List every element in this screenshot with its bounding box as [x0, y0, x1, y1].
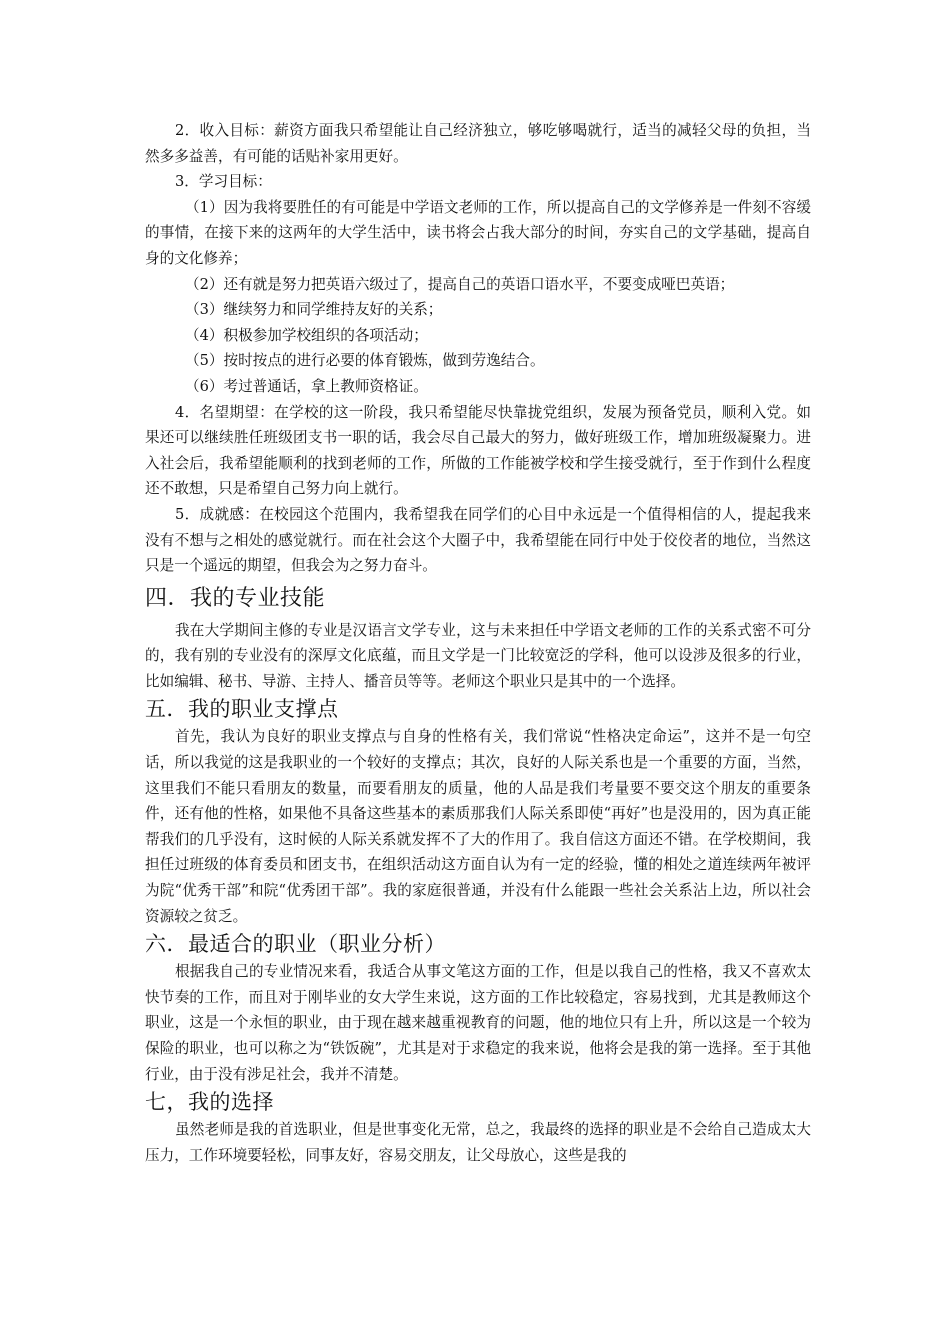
- achievement-paragraph: 5．成就感：在校园这个范围内，我希望我在同学们的心目中永远是一个值得相信的人，提起我来没有不想与之相处的感觉就行。而在社会这个大圈子中，我希望能在同行中处于佼佼者的地位，当然这只是一个遥远的期望，但我会为之努力奋斗。: [145, 505, 811, 575]
- section-7-body: 虽然老师是我的首选职业，但是世事变化无常，总之，我最终的选择的职业是不会给自己造成太大压力，工作环境要轻松，同事友好，容易交朋友，让父母放心，这些是我的: [145, 1121, 811, 1164]
- section-4-body: 我在大学期间主修的专业是汉语言文学专业，这与未来担任中学语文老师的工作的关系式密不可分的，我有别的专业没有的深厚文化底蕴，而且文学是一门比较宽泛的学科，他可以设涉及很多的行业，比如编辑、秘书、导游、主持人、播音员等等。老师这个职业只是其中的一个选择。: [145, 621, 811, 690]
- study-goal-item-2: （2）还有就是努力把英语六级过了，提高自己的英语口语水平，不要变成哑巴英语；: [185, 275, 735, 293]
- study-goal-item-1: （1）因为我将要胜任的有可能是中学语文老师的工作，所以提高自己的文学修养是一件刻不容缓的事情，在接下来的这两年的大学生活中，读书将会占我大部分的时间，夯实自己的文学基础，提高自身的文化修养；: [145, 198, 811, 267]
- section-7-heading: 七，我的选择: [145, 1090, 274, 1115]
- section-5-heading: 五．我的职业支撑点: [145, 697, 339, 722]
- reputation-goal-paragraph: 4．名望期望：在学校的这一阶段，我只希望能尽快靠拢党组织，发展为预备党员，顺利入党。如果还可以继续胜任班级团支书一职的话，我会尽自己最大的努力，做好班级工作，增加班级凝聚力。进入社会后，我希望能顺利的找到老师的工作，所做的工作能被学校和学生接受就行，至于作到什么程度还不敢想，只是希望自己努力向上就行。: [145, 403, 811, 498]
- income-goal-paragraph: 2．收入目标：薪资方面我只希望能让自己经济独立，够吃够喝就行，适当的减轻父母的负担，当然多多益善，有可能的话贴补家用更好。: [145, 122, 811, 165]
- study-goal-item-5: （5）按时按点的进行必要的体育锻炼，做到劳逸结合。: [185, 352, 545, 370]
- document-page: [145, 118, 811, 1168]
- study-goal-item-6: （6）考过普通话，拿上教师资格证。: [185, 377, 428, 395]
- section-6-body: 根据我自己的专业情况来看，我适合从事文笔这方面的工作，但是以我自己的性格，我又不喜欢太快节奏的工作，而且对于刚毕业的女大学生来说，这方面的工作比较稳定，容易找到，尤其是教师这个职业，这是一个永恒的职业，由于现在越来越重视教育的问题，他的地位只有上升，所以这是一个较为保险的职业，也可以称之为“铁饭碗”，尤其是对于求稳定的我来说，他将会是我的第一选择。至于其他行业，由于没有涉足社会，我并不清楚。: [145, 963, 811, 1083]
- section-5-body: 首先，我认为良好的职业支撑点与自身的性格有关，我们常说“性格决定命运”，这并不是一句空话，所以我觉的这是我职业的一个较好的支撑点；其次，良好的人际关系也是一个重要的方面，当然，这里我们不能只看朋友的数量，而要看朋友的质量，他的人品是我们考量要不要交这个朋友的重要条件，还有他的性格，如果他不具备这些基本的素质那我们人际关系即使“再好”也是没用的，因为真正能帮我们的几乎没有，这时候的人际关系就发挥不了大的作用了。我自信这方面还不错。在学校期间，我担任过班级的体育委员和团支书，在组织活动这方面自认为有一定的经验，懂的相处之道连续两年被评为院“优秀干部”和院“优秀团干部”。我的家庭很普通，并没有什么能跟一些社会关系沾上边，所以社会资源较之贫乏。: [145, 728, 811, 925]
- section-4-heading: 四．我的专业技能: [145, 585, 326, 611]
- study-goal-item-3: （3）继续努力和同学维持友好的关系；: [185, 301, 443, 319]
- study-goal-heading: 3．学习目标：: [175, 173, 272, 191]
- section-6-heading: 六．最适合的职业（职业分析）: [145, 932, 446, 957]
- study-goal-item-4: （4）积极参加学校组织的各项活动；: [185, 326, 428, 344]
